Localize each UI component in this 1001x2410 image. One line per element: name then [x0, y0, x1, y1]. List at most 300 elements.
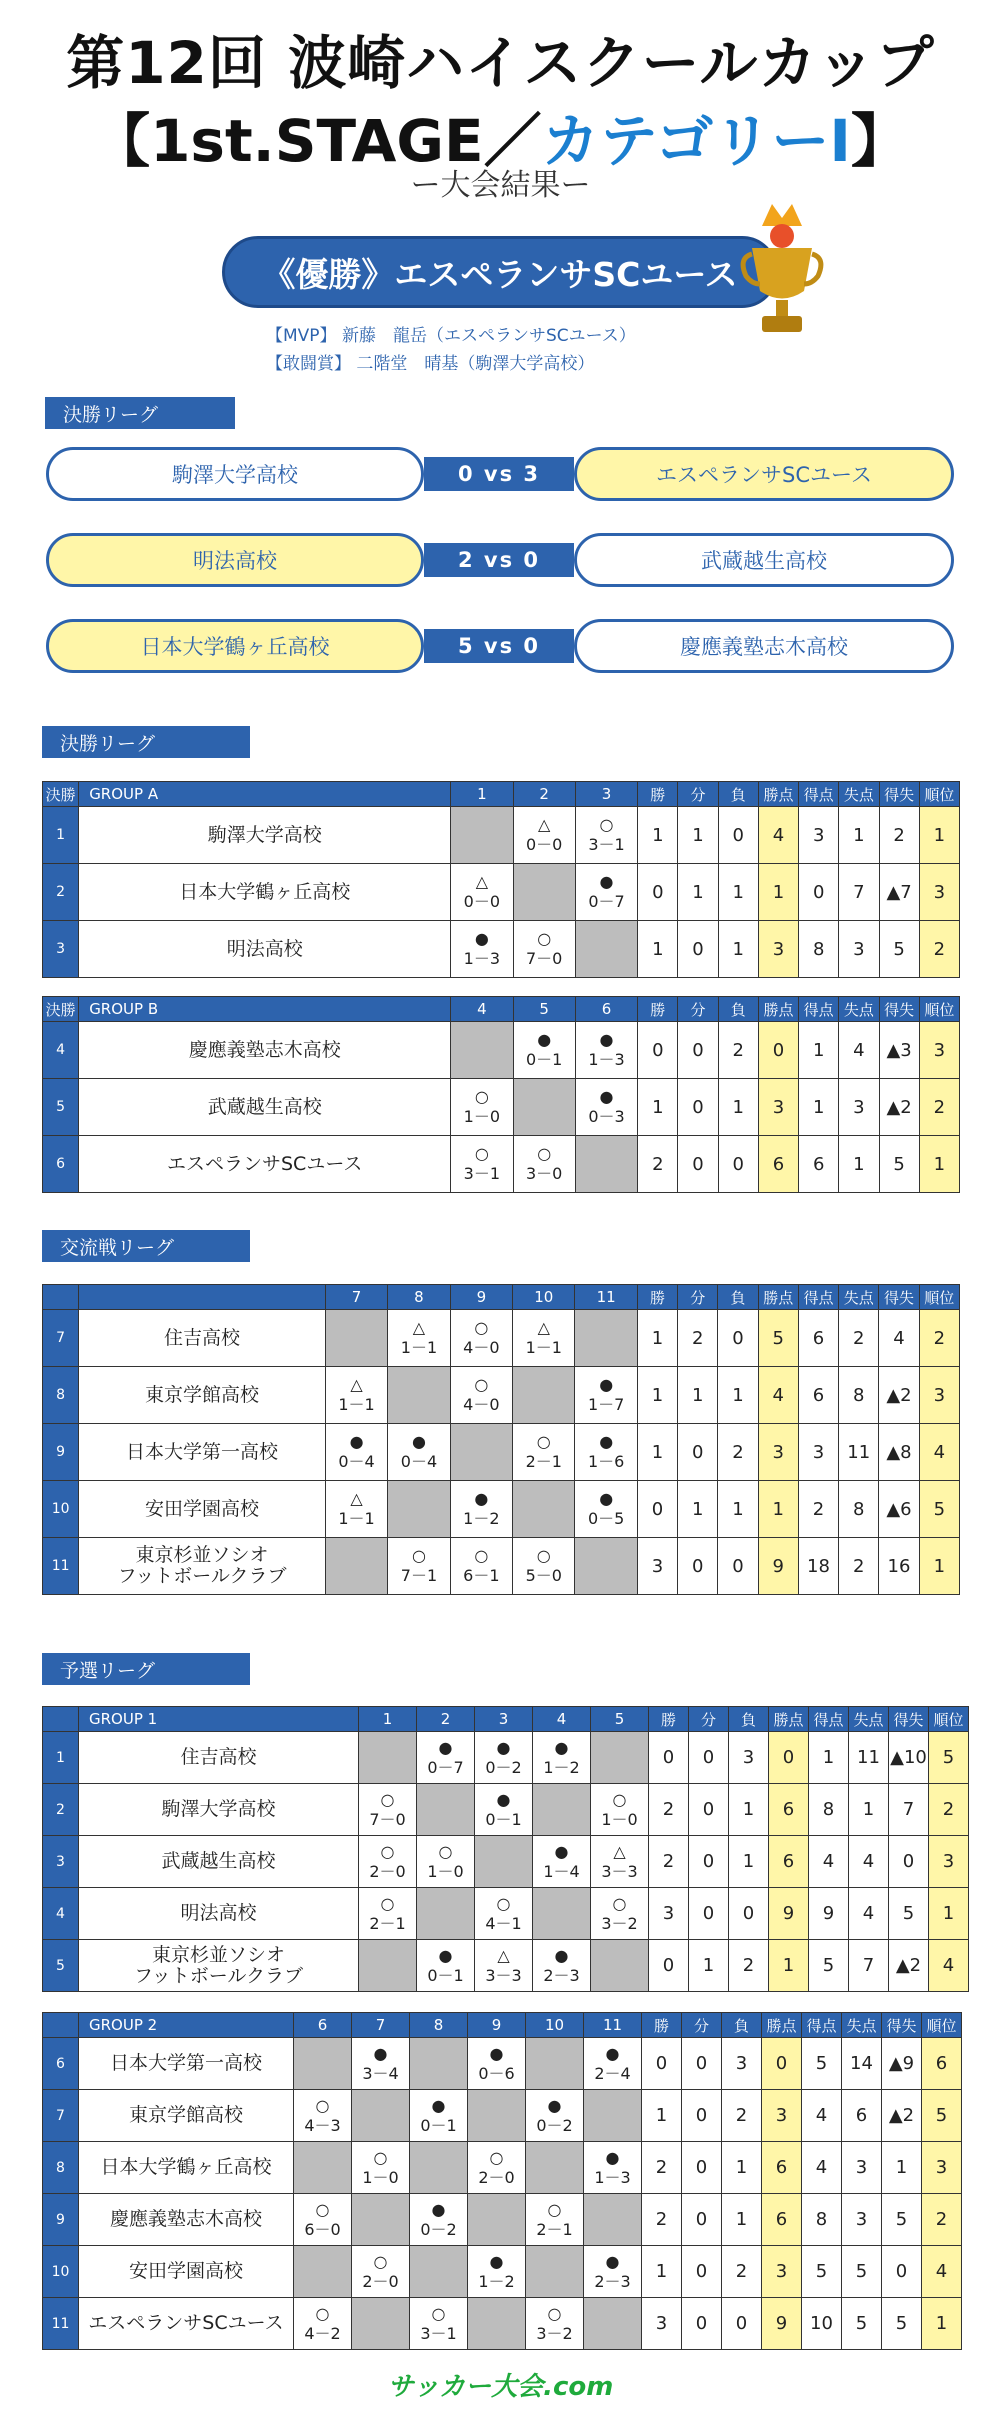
result-mark: ●	[431, 2095, 446, 2115]
stat-goal-difference: 5	[882, 2298, 922, 2350]
empty-cell	[575, 1136, 637, 1193]
stat-column-header: 勝	[638, 997, 678, 1022]
match-result	[514, 1144, 575, 1184]
result-score: 6－0	[304, 2219, 341, 2239]
stat-losses: 2	[729, 1940, 769, 1992]
match-result-cell	[513, 1538, 575, 1595]
table-corner-label	[43, 2013, 79, 2038]
stat-rank: 1	[919, 1538, 959, 1595]
result-score: 7－1	[400, 1566, 438, 1585]
stat-column-header: 勝	[638, 782, 678, 807]
team-name	[79, 921, 451, 978]
match-result	[513, 1546, 574, 1586]
match-result	[294, 2304, 351, 2344]
team-number: 4	[43, 1888, 79, 1940]
match-result-cell	[513, 1022, 575, 1079]
trophy-icon	[732, 196, 832, 346]
result-mark: ○	[380, 1841, 395, 1861]
result-score: 5－0	[525, 1566, 562, 1585]
empty-cell	[294, 2142, 352, 2194]
stat-points: 4	[758, 1367, 798, 1424]
stat-rank: 1	[922, 2298, 962, 2350]
stat-rank: 5	[919, 1481, 959, 1538]
match-result	[326, 1432, 387, 1472]
stat-goal-difference: 16	[879, 1538, 919, 1595]
table-row	[43, 1940, 969, 1992]
empty-cell	[352, 2090, 410, 2142]
match-result	[533, 1738, 590, 1778]
stat-goals-for: 8	[802, 2194, 842, 2246]
match-result-cell	[294, 2194, 352, 2246]
match-result-cell	[513, 1424, 575, 1481]
match-result	[533, 1842, 590, 1882]
empty-cell	[526, 2246, 584, 2298]
match-result	[417, 1842, 474, 1882]
team-name-line: 日本大学第一高校	[126, 1440, 279, 1463]
match-result-cell	[352, 2246, 410, 2298]
stat-column-header: 順位	[919, 782, 959, 807]
result-score: 0－3	[588, 1107, 625, 1126]
match-result	[513, 1318, 574, 1358]
stat-draws: 0	[682, 2038, 722, 2090]
stat-goals-for: 5	[802, 2246, 842, 2298]
match-result-cell	[450, 1310, 512, 1367]
result-score: 0－0	[463, 892, 501, 911]
stat-goal-difference: 0	[889, 1836, 929, 1888]
match-result	[526, 2304, 583, 2344]
match-result-cell	[584, 2038, 642, 2090]
table-row	[43, 1836, 969, 1888]
table-row	[43, 2090, 962, 2142]
table-row	[43, 1481, 960, 1538]
match-result	[475, 1738, 532, 1778]
opponent-column-header: 9	[468, 2013, 526, 2038]
stat-goal-difference: ▲2	[882, 2090, 922, 2142]
stat-rank: 3	[919, 1022, 959, 1079]
match-result-cell	[475, 1784, 533, 1836]
team-name	[79, 2142, 294, 2194]
stat-goals-for: 3	[798, 1424, 838, 1481]
stat-draws: 0	[689, 1732, 729, 1784]
table-row	[43, 864, 960, 921]
match-score: 0 vs 3	[424, 457, 574, 491]
match-result-cell	[513, 1136, 575, 1193]
result-mark: ●	[605, 2043, 620, 2063]
result-score: 2－1	[525, 1452, 562, 1471]
table-row	[43, 1538, 960, 1595]
match-result	[451, 1489, 512, 1529]
preliminary-group-1-table	[42, 1706, 969, 1992]
result-mark: ○	[474, 1375, 489, 1394]
stat-wins: 1	[637, 1367, 677, 1424]
match-result-cell	[513, 1310, 575, 1367]
match-result-cell	[575, 807, 637, 864]
stat-wins: 1	[638, 807, 678, 864]
opponent-column-header: 3	[475, 1707, 533, 1732]
match-result-cell	[584, 2246, 642, 2298]
group-title: GROUP 1	[79, 1707, 359, 1732]
stat-losses: 1	[722, 2194, 762, 2246]
stat-wins: 3	[637, 1538, 677, 1595]
match-result-cell	[475, 1888, 533, 1940]
stat-goals-against: 3	[842, 2142, 882, 2194]
match-result	[591, 1842, 648, 1882]
match-result-cell	[451, 864, 513, 921]
result-score: 1－1	[338, 1395, 375, 1414]
result-mark: ●	[474, 1489, 489, 1508]
team-name-line: 慶應義塾志木高校	[188, 1038, 341, 1061]
empty-cell	[584, 2090, 642, 2142]
mvp-award: 【MVP】 新藤 龍岳（エスペランサSCユース）	[266, 326, 636, 346]
team-number: 11	[43, 1538, 79, 1595]
result-mark: ●	[599, 872, 614, 891]
result-mark: ●	[554, 1841, 569, 1861]
result-score: 2－1	[536, 2219, 573, 2239]
match-home-team: 日本大学鶴ヶ丘高校	[46, 619, 424, 673]
opponent-column-header: 1	[451, 782, 513, 807]
team-number: 5	[43, 1079, 79, 1136]
result-score: 0－2	[485, 1757, 522, 1777]
match-result	[326, 1375, 387, 1415]
stat-goals-for: 9	[809, 1888, 849, 1940]
match-result-cell	[359, 1888, 417, 1940]
empty-cell	[388, 1367, 450, 1424]
stat-wins: 1	[642, 2090, 682, 2142]
empty-cell	[513, 1481, 575, 1538]
result-score: 3－2	[601, 1913, 638, 1933]
match-result-cell	[410, 2298, 468, 2350]
result-score: 0－1	[420, 2115, 457, 2135]
stat-rank: 3	[929, 1836, 969, 1888]
result-score: 1－3	[463, 949, 501, 968]
result-mark: ●	[431, 2199, 446, 2219]
stat-draws: 1	[678, 807, 718, 864]
opponent-column-header: 10	[513, 1285, 575, 1310]
stat-points: 3	[758, 1079, 798, 1136]
result-score: 1－0	[463, 1107, 501, 1126]
stat-wins: 0	[637, 1481, 677, 1538]
result-score: 0－2	[420, 2219, 457, 2239]
stat-draws: 1	[678, 1367, 718, 1424]
stat-draws: 0	[682, 2142, 722, 2194]
match-result	[584, 2252, 641, 2292]
stat-rank: 4	[922, 2246, 962, 2298]
empty-cell	[352, 2194, 410, 2246]
stat-losses: 0	[718, 1310, 758, 1367]
opponent-column-header: 6	[575, 997, 637, 1022]
match-result	[533, 1946, 590, 1986]
stat-column-header: 分	[682, 2013, 722, 2038]
team-name	[79, 864, 451, 921]
team-number: 11	[43, 2298, 79, 2350]
empty-cell	[591, 1732, 649, 1784]
final-league-group-a-table	[42, 781, 960, 978]
stat-column-header: 得失	[879, 1285, 919, 1310]
team-name	[79, 1784, 359, 1836]
stat-goals-for: 3	[799, 807, 839, 864]
stat-draws: 1	[689, 1940, 729, 1992]
stat-rank: 3	[922, 2142, 962, 2194]
team-number: 1	[43, 807, 79, 864]
champion-banner: 《優勝》エスペランサSCユース	[222, 236, 778, 308]
stat-points: 6	[762, 2194, 802, 2246]
result-score: 7－0	[526, 949, 563, 968]
result-mark: ●	[599, 1489, 614, 1508]
stat-goals-for: 8	[809, 1784, 849, 1836]
empty-cell	[513, 1079, 575, 1136]
category-text: カテゴリーⅠ	[541, 107, 851, 175]
empty-cell	[575, 1538, 637, 1595]
match-result-cell	[294, 2090, 352, 2142]
result-score: 1－3	[594, 2167, 631, 2187]
match-result	[451, 1375, 512, 1415]
empty-cell	[475, 1836, 533, 1888]
match-result-cell	[526, 2298, 584, 2350]
result-mark: ○	[474, 1144, 489, 1163]
result-mark: △	[497, 1945, 510, 1965]
stat-goals-against: 14	[842, 2038, 882, 2090]
stat-rank: 4	[929, 1940, 969, 1992]
bracket-close: 】	[850, 107, 909, 175]
stat-column-header: 順位	[919, 1285, 959, 1310]
table-corner-label: 決勝	[43, 997, 79, 1022]
result-mark: ○	[599, 815, 614, 834]
stat-rank: 2	[929, 1784, 969, 1836]
stat-goals-for: 2	[798, 1481, 838, 1538]
empty-cell	[352, 2298, 410, 2350]
stat-goals-for: 1	[809, 1732, 849, 1784]
match-result-cell	[575, 1022, 637, 1079]
match-result	[417, 1738, 474, 1778]
stat-goals-against: 2	[839, 1538, 879, 1595]
match-result-cell	[450, 1538, 512, 1595]
stat-wins: 2	[649, 1784, 689, 1836]
stat-goals-for: 6	[798, 1310, 838, 1367]
section-label-final-matches: 決勝リーグ	[45, 397, 235, 429]
team-name-line: フットボールクラブ	[134, 1964, 303, 1987]
match-result	[514, 1030, 575, 1070]
stat-points: 0	[758, 1022, 798, 1079]
team-name	[79, 807, 451, 864]
stat-goal-difference: ▲7	[879, 864, 919, 921]
stat-points: 6	[758, 1136, 798, 1193]
stat-goals-for: 5	[802, 2038, 842, 2090]
stat-draws: 0	[678, 1079, 718, 1136]
stat-wins: 2	[642, 2142, 682, 2194]
group-title: GROUP 2	[79, 2013, 294, 2038]
result-mark: ●	[474, 929, 489, 948]
result-score: 7－0	[369, 1809, 406, 1829]
stat-goals-for: 6	[798, 1367, 838, 1424]
match-home-team: 明法高校	[46, 533, 424, 587]
result-score: 0－1	[526, 1050, 563, 1069]
result-score: 2－0	[478, 2167, 515, 2187]
result-mark: ○	[496, 1893, 511, 1913]
stat-goals-for: 1	[799, 1079, 839, 1136]
stat-losses: 2	[718, 1022, 758, 1079]
result-score: 1－3	[588, 1050, 625, 1069]
stat-wins: 2	[638, 1136, 678, 1193]
stat-goals-against: 1	[849, 1784, 889, 1836]
match-result-cell	[352, 2038, 410, 2090]
table-corner-label: 決勝	[43, 782, 79, 807]
result-mark: ●	[349, 1432, 364, 1451]
result-score: 0－0	[526, 835, 563, 854]
team-name	[79, 1079, 451, 1136]
stat-goals-for: 1	[799, 1022, 839, 1079]
result-mark: ●	[496, 1737, 511, 1757]
result-score: 1－1	[338, 1509, 375, 1528]
match-result-cell	[359, 1784, 417, 1836]
result-score: 3－1	[588, 835, 625, 854]
match-result-cell	[575, 1367, 637, 1424]
stat-points: 3	[758, 921, 798, 978]
empty-cell	[591, 1940, 649, 1992]
opponent-column-header: 8	[410, 2013, 468, 2038]
team-name-line: 住吉高校	[180, 1746, 257, 1768]
result-mark: ○	[380, 1893, 395, 1913]
empty-cell	[468, 2298, 526, 2350]
group-title: GROUP B	[79, 997, 451, 1022]
stat-column-header: 勝点	[758, 997, 798, 1022]
result-mark: ●	[599, 1432, 614, 1451]
opponent-column-header: 4	[533, 1707, 591, 1732]
empty-cell	[526, 2038, 584, 2090]
stat-points: 6	[769, 1784, 809, 1836]
stat-goals-against: 5	[842, 2298, 882, 2350]
team-number: 3	[43, 921, 79, 978]
empty-cell	[451, 1022, 513, 1079]
team-name-line: フットボールクラブ	[117, 1565, 287, 1587]
stat-points: 1	[758, 1481, 798, 1538]
opponent-column-header: 7	[325, 1285, 387, 1310]
page-title: 第12回 波崎ハイスクールカップ	[66, 29, 935, 97]
stat-goal-difference: ▲2	[879, 1367, 919, 1424]
empty-cell	[294, 2246, 352, 2298]
result-mark: △	[475, 872, 489, 891]
result-score: 4－3	[304, 2115, 341, 2135]
match-result	[410, 2096, 467, 2136]
result-score: 1－2	[478, 2271, 515, 2291]
team-name-line: 駒澤大学高校	[161, 1798, 276, 1820]
result-mark: ○	[547, 2199, 562, 2219]
stat-goal-difference: 7	[889, 1784, 929, 1836]
stat-goals-against: 5	[842, 2246, 882, 2298]
result-mark: △	[350, 1375, 363, 1394]
result-mark: ●	[599, 1087, 614, 1106]
stat-points: 1	[758, 864, 798, 921]
stat-column-header: 勝	[649, 1707, 689, 1732]
result-score: 1－0	[362, 2167, 399, 2187]
match-result-cell	[591, 1888, 649, 1940]
stat-draws: 0	[682, 2194, 722, 2246]
stat-goal-difference: 5	[882, 2194, 922, 2246]
stat-rank: 1	[919, 1136, 959, 1193]
stat-rank: 2	[919, 1079, 959, 1136]
stat-goal-difference: 5	[879, 921, 919, 978]
table-row	[43, 2142, 962, 2194]
team-name-line: 日本大学鶴ヶ丘高校	[179, 880, 351, 903]
result-mark: ●	[537, 1030, 552, 1049]
opponent-column-header: 5	[513, 997, 575, 1022]
match-result	[575, 1432, 636, 1472]
stat-losses: 1	[718, 864, 758, 921]
result-mark: ●	[554, 1945, 569, 1965]
match-result	[576, 872, 637, 912]
match-result	[359, 1894, 416, 1934]
stat-wins: 1	[642, 2246, 682, 2298]
match-result-cell	[468, 2038, 526, 2090]
empty-cell	[410, 2038, 468, 2090]
stat-rank: 2	[919, 1310, 959, 1367]
team-number: 3	[43, 1836, 79, 1888]
stat-losses: 1	[718, 1367, 758, 1424]
team-name-line: エスペランサSCユース	[88, 2312, 284, 2334]
stat-rank: 3	[919, 864, 959, 921]
stat-draws: 0	[689, 1836, 729, 1888]
match-result	[326, 1489, 387, 1529]
team-number: 5	[43, 1940, 79, 1992]
stat-goals-for: 4	[802, 2090, 842, 2142]
stat-wins: 0	[638, 864, 678, 921]
stat-points: 4	[758, 807, 798, 864]
result-mark: ○	[612, 1893, 627, 1913]
opponent-column-header: 5	[591, 1707, 649, 1732]
empty-cell	[575, 921, 637, 978]
result-mark: ○	[537, 929, 552, 948]
stat-column-header: 勝点	[769, 1707, 809, 1732]
stat-column-header: 得失	[889, 1707, 929, 1732]
table-corner-label	[43, 1707, 79, 1732]
stat-draws: 0	[682, 2298, 722, 2350]
match-result	[388, 1432, 449, 1472]
match-result	[352, 2252, 409, 2292]
fighting-spirit-award: 【敢闘賞】 二階堂 晴基（駒澤大学高校）	[266, 354, 595, 374]
result-mark: ●	[438, 1945, 453, 1965]
stat-losses: 0	[718, 807, 758, 864]
team-name-line: 日本大学鶴ヶ丘高校	[100, 2156, 272, 2178]
match-result-cell	[410, 2194, 468, 2246]
empty-cell	[325, 1310, 387, 1367]
stat-draws: 1	[678, 1481, 718, 1538]
team-name-line: 明法高校	[180, 1902, 257, 1924]
match-result	[451, 872, 512, 912]
stat-goals-against: 3	[842, 2194, 882, 2246]
stat-draws: 0	[678, 1022, 718, 1079]
match-result	[410, 2304, 467, 2344]
team-name	[79, 2090, 294, 2142]
stat-column-header: 失点	[839, 782, 879, 807]
stat-column-header: 分	[689, 1707, 729, 1732]
stat-wins: 1	[638, 921, 678, 978]
team-name	[79, 1538, 326, 1595]
stat-draws: 2	[678, 1310, 718, 1367]
stat-rank: 5	[929, 1732, 969, 1784]
stat-column-header: 負	[729, 1707, 769, 1732]
result-score: 3－1	[420, 2323, 457, 2343]
stat-losses: 2	[718, 1424, 758, 1481]
match-result	[294, 2096, 351, 2136]
result-score: 1－2	[463, 1509, 500, 1528]
table-row	[43, 1732, 969, 1784]
exchange-league-table	[42, 1284, 960, 1595]
stat-goal-difference: ▲6	[879, 1481, 919, 1538]
stat-column-header: 勝点	[758, 1285, 798, 1310]
empty-cell	[359, 1940, 417, 1992]
team-number: 9	[43, 1424, 79, 1481]
result-mark: ○	[474, 1546, 489, 1565]
stat-rank: 1	[919, 807, 959, 864]
